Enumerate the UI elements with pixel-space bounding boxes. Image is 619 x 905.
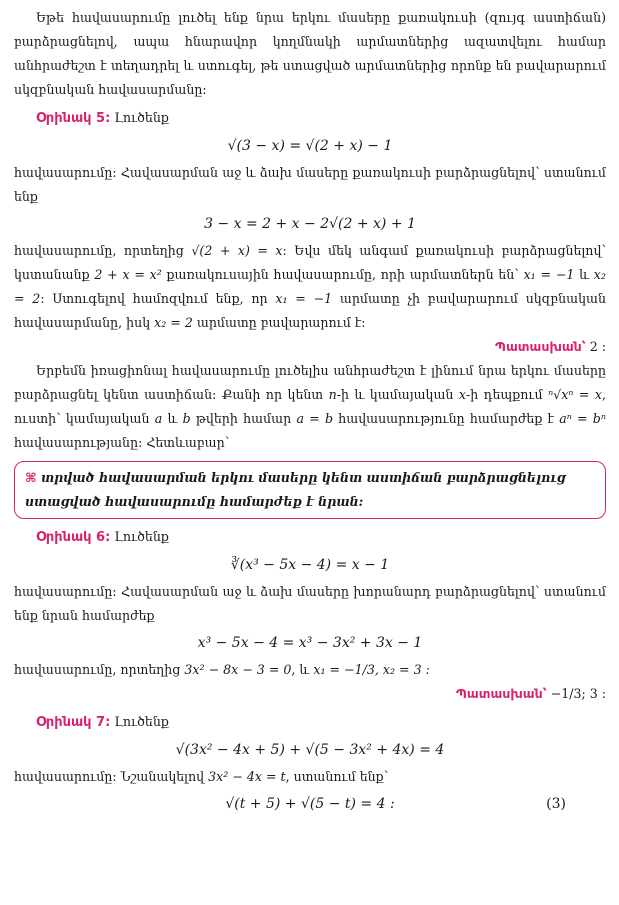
- example-7-equation-2: [14, 789, 606, 819]
- example-7-substitution: 3x² − 4x = t: [208, 769, 286, 784]
- odd-power-x: x: [458, 387, 466, 402]
- odd-power-text-6: թվերի համար: [195, 411, 292, 426]
- example-5-inline-eq-2: 2 + x = x²: [94, 267, 162, 282]
- example-6-answer: [14, 682, 606, 706]
- example-6-text-2a: հավասարումը, որտեղից: [14, 662, 181, 677]
- example-6-heading: Օրինակ 6: Լուծենք: [36, 529, 169, 545]
- example-5-text-1: հավասարումը: Հավասարման աջ և ձախ մասերը քառակուսի բարձրացնելով՝ ստանում ենք: [14, 165, 606, 204]
- example-5-answer: [14, 335, 606, 359]
- odd-power-text-1: Երբեմն իռացիոնալ հավասարումը լուծելիս անհրաժեշտ է լինում նրա երկու մասերը բարձրացնել կենտ աստիճան: Քանի որ կենտ: [14, 363, 606, 402]
- intro-paragraph: Եթե հավասարումը լուծել ենք նրա երկու մասերը քառակուսի (զույգ աստիճան) բարձրացնելով, ապա հնարավոր կողմնակի արմատներից ազատվելու համար անհրաժեշտ է տեղադրել և ստուգել, թե ստացված արմատներից որոնք են բավարարում սկզբնական հավասարմանը:: [14, 10, 606, 97]
- example-7-text-1b: , ստանում ենք՝: [285, 769, 389, 784]
- odd-power-text-5: և: [167, 411, 178, 426]
- odd-power-n: n: [328, 387, 337, 402]
- example-7-heading: Օրինակ 7: Լուծենք: [36, 714, 169, 730]
- example-5-text-2d: և: [579, 267, 590, 282]
- equation-number: (3): [546, 796, 566, 812]
- example-6-inline-eq: 3x² − 8x − 3 = 0: [184, 662, 292, 677]
- example-5-equation-1: √(3 − x) = √(2 + x) − 1: [227, 138, 393, 154]
- odd-power-text-4: , ուստի՝ կամայական: [14, 387, 606, 426]
- odd-power-text-2: -ի և կամայական: [336, 387, 454, 402]
- example-5-root-1: x₁ = −1: [523, 267, 575, 282]
- example-5-root-2b: x₂ = 2: [154, 315, 193, 330]
- odd-power-a-eq-b: a = b: [296, 411, 333, 426]
- example-5-text-2b: : Եվս մեկ անգամ քառակուսի բարձրացնելով՝ կստանանք: [14, 243, 606, 282]
- example-5-text-2c: քառակուսային հավասարումը, որի արմատներն են՝: [166, 267, 519, 282]
- example-6-equation-2: x³ − 5x − 4 = x³ − 3x² + 3x − 1: [197, 635, 423, 651]
- example-7-solve: Լուծենք: [114, 714, 169, 729]
- example-7-text-1: [14, 765, 606, 789]
- example-5-answer-value: 2 :: [589, 339, 606, 354]
- example-5-heading: Օրինակ 5: Լուծենք: [36, 110, 169, 126]
- odd-power-paragraph: [14, 359, 606, 455]
- rule-text: տրված հավասարման երկու մասերը կենտ աստիճան բարձրացնելուց ստացված հավասարումը համարժեք է նրան:: [25, 470, 566, 509]
- example-5-text-2e: : Ստուգելով համոզվում ենք, որ: [40, 291, 268, 306]
- example-6-answer-value: −1/3; 3 :: [550, 686, 606, 701]
- example-6-roots: x₁ = −1/3, x₂ = 3 :: [313, 662, 430, 677]
- example-5-inline-eq: √(2 + x) = x: [191, 243, 283, 258]
- example-5-text-2g: արմատը բավարարում է:: [196, 315, 366, 330]
- example-6-answer-label: Պատասխան՝: [455, 686, 547, 701]
- example-5-root-2: x₂ = 2: [14, 267, 606, 306]
- example-6-text-2: [14, 658, 606, 682]
- example-6-equation-1: ∛(x³ − 5x − 4) = x − 1: [230, 557, 390, 573]
- example-7-equation-1: √(3x² − 4x + 5) + √(5 − 3x² + 4x) = 4: [175, 742, 445, 758]
- example-7-text-1a: հավասարումը: Նշանակելով: [14, 769, 205, 784]
- example-5-root-1b: x₁ = −1: [275, 291, 333, 306]
- example-6-text-1: հավասարումը: Հավասարման աջ և ձախ մասերը խորանարդ բարձրացնելով՝ ստանում ենք նրան համարժեք: [14, 584, 606, 623]
- example-6-label: Օրինակ 6: [36, 530, 106, 545]
- odd-power-text-3: -ի դեպքում: [465, 387, 543, 402]
- example-6-solve: Լուծենք: [114, 529, 169, 544]
- example-5-solve: Լուծենք: [114, 110, 169, 125]
- page: [14, 6, 606, 819]
- example-7-equation-2-text: √(t + 5) + √(5 − t) = 4 :: [225, 796, 395, 812]
- example-5-equation-2: 3 − x = 2 + x − 2√(2 + x) + 1: [204, 216, 416, 232]
- example-6-text-2b: , և: [291, 662, 310, 677]
- example-5-label: Օրինակ 5: [36, 111, 106, 126]
- example-5-text-2: [14, 239, 606, 335]
- example-5-answer-label: Պատասխան՝: [495, 339, 586, 354]
- rule-box: [14, 461, 606, 519]
- example-5-text-2f: արմատը չի բավարարում սկզբնական հավասարմանը, իսկ: [14, 291, 606, 330]
- odd-power-a: a: [154, 411, 163, 426]
- odd-power-text-7: հավասարությունը համարժեք է: [338, 411, 554, 426]
- odd-power-identity: ⁿ√xⁿ = x: [548, 387, 602, 402]
- example-5-text-2a: հավասարումը, որտեղից: [14, 243, 184, 258]
- odd-power-b: b: [182, 411, 191, 426]
- odd-power-an-bn: aⁿ = bⁿ: [559, 411, 606, 426]
- example-7-label: Օրինակ 7: [36, 715, 106, 730]
- rule-bullet-icon: ⌘: [25, 470, 37, 485]
- odd-power-text-8: հավասարությանը: Հետևաբար՝: [14, 435, 230, 450]
